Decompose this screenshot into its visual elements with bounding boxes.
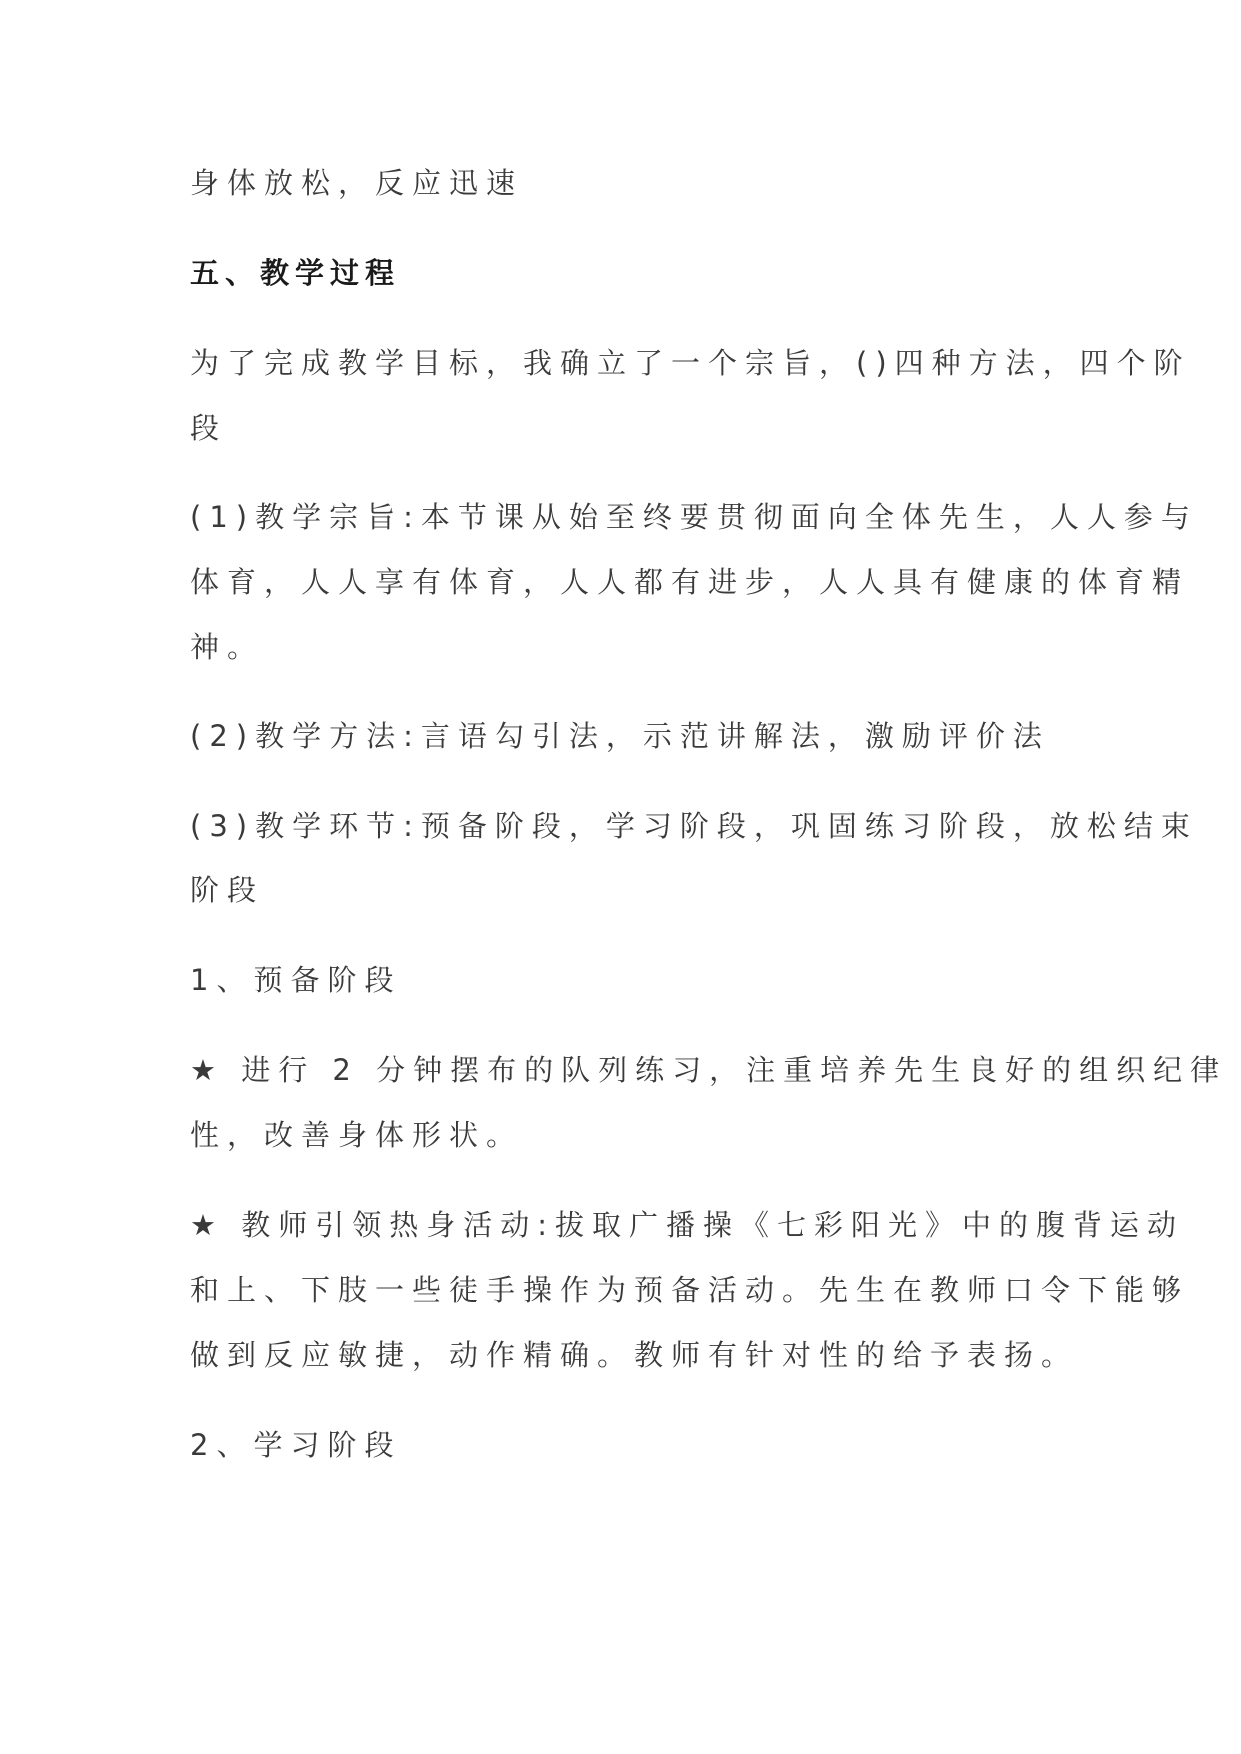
paragraph-line: 段 (190, 411, 228, 445)
paragraph-line: 做到反应敏捷，动作精确。教师有针对性的给予表扬。 (190, 1338, 1079, 1372)
paragraph-line: 为了完成教学目标，我确立了一个宗旨，()四种方法，四个阶 (190, 346, 1191, 380)
paragraph-line: (3)教学环节:预备阶段，学习阶段，巩固练习阶段，放松结束 (190, 809, 1198, 843)
subsection-heading: 1、预备阶段 (190, 963, 402, 997)
paragraph-line: 神。 (190, 630, 265, 664)
paragraph-line: 身体放松，反应迅速 (190, 166, 524, 200)
section-heading: 五、教学过程 (190, 256, 401, 290)
paragraph-line: 性，改善身体形状。 (190, 1118, 524, 1152)
paragraph-line: (2)教学方法:言语勾引法，示范讲解法，激励评价法 (190, 719, 1050, 753)
bullet-line: ★ 进行 2 分钟摆布的队列练习，注重培养先生良好的组织纪律 (190, 1053, 1228, 1087)
paragraph-line: 体育，人人享有体育，人人都有进步，人人具有健康的体育精 (190, 565, 1190, 599)
bullet-line: ★ 教师引领热身活动:拔取广播操《七彩阳光》中的腹背运动 (190, 1208, 1184, 1242)
paragraph-line: 和上、下肢一些徒手操作为预备活动。先生在教师口令下能够 (190, 1273, 1190, 1307)
paragraph-line: (1)教学宗旨:本节课从始至终要贯彻面向全体先生，人人参与 (190, 500, 1198, 534)
paragraph-line: 阶段 (190, 873, 265, 907)
subsection-heading: 2、学习阶段 (190, 1428, 402, 1462)
